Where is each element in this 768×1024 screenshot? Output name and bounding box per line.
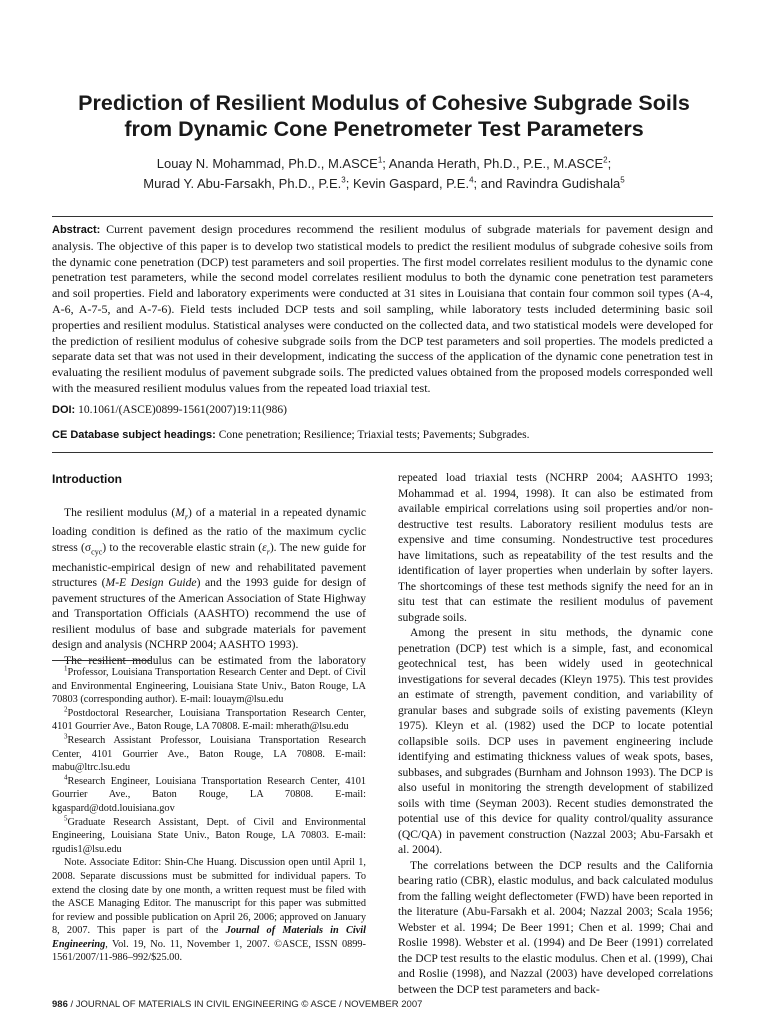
author-line-2: Murad Y. Abu-Farsakh, Ph.D., P.E.$^3$; Kevin Gaspard, P.E.$^4$; and Ravindra Gudishala$^5$ <box>143 175 625 191</box>
footnote-2: $^2$Postdoctoral Researcher, Louisiana Transportation Research Center, 4101 Gourrier Ave., Baton Rouge, LA 70808. E-mail: mherath@lsu.edu <box>52 705 366 733</box>
section-heading-introduction: Introduction <box>52 472 122 486</box>
author-4: Kevin Gaspard, P.E. <box>352 176 470 191</box>
footnote-rule <box>52 660 152 661</box>
author-5: Ravindra Gudishala <box>506 176 621 191</box>
subject-list: Cone penetration; Resilience; Triaxial tests; Pavements; Subgrades. <box>218 429 530 441</box>
right-paragraph-2: Among the present in situ methods, the dynamic cone penetration (DCP) test which is a simple, fast, and economical geotechnical test, has been widely used in geotechnical investigations for several decades (Kleyn 1975). This test provides an estimate of strength, pavement condition, and variability of granular bases and subgrade soils of existing pavements (Kleyn 1975). Kleyn et al. (1982) used the DCP to locate potential collapsible soils. DCP uses in pavement engineering include identifying and estimating thickness values of weak spots, bases, subbases, and subgrades (Burnham and Johnson 1993). The DCP is also useful in monitoring the strength development of stabilized soils with time (Seyman 2003). Recent studies demonstrated the potential use of this device for quality control/quality assurance (QC/QA) in pavement construction (Nazzal 2003; Abu-Farsakh et al. 2004). <box>398 626 713 856</box>
intro-paragraph-2: The resilient modulus can be estimated from the laboratory <box>64 653 366 667</box>
subject-headings <box>52 429 713 441</box>
paper-title <box>40 90 728 142</box>
abstract-bottom-rule <box>52 452 713 453</box>
footnote-3: $^3$Research Assistant Professor, Louisiana Transportation Research Center, 4101 Gourrier Ave., Baton Rouge, LA 70808. E-mail: mabu@ltrc.lsu.edu <box>52 732 366 774</box>
page-footer <box>52 999 422 1010</box>
subject-label: CE Database subject headings: <box>52 429 216 441</box>
right-paragraph-1: repeated load triaxial tests (NCHRP 2004; AASHTO 1993; Mohammad et al. 1994, 1998). It can also be estimated from available empirical correlations using soil properties and/or non-destructive test results. Laboratory resilient modulus tests are expensive and time consuming. Nondestructive test procedures have limitations, such as repeatability of the test results and the identification of layer properties when underlain by softer layers. The shortcomings of these test methods signify the need for an in situ test that can estimate the resilient modulus of pavement subgrade soils. <box>398 471 713 624</box>
author-3: Murad Y. Abu-Farsakh, Ph.D., P.E. <box>143 176 342 191</box>
doi-line <box>52 404 713 416</box>
abstract <box>52 222 713 397</box>
title-line-1: Prediction of Resilient Modulus of Cohesive Subgrade Soils <box>78 91 690 115</box>
footnotes <box>52 666 366 965</box>
abstract-text: Current pavement design procedures recommend the resilient modulus of subgrade materials for pavement design and analysis. The objective of this paper is to develop two statistical models to predict the resilient modulus of subgrade cohesive soils from the dynamic cone penetration (DCP) test parameters and soil properties. The first model correlates resilient modulus to the dynamic cone penetration test parameters, while the second model correlates resilient modulus to both the dynamic cone penetration test parameters and soil properties. Field and laboratory experiments were conducted at 31 sites in Louisiana that contain four common soil types (A-4, A-6, A-7-5, and A-7-6). Field tests included DCP tests and soil sampling, while laboratory tests included determining basic soil properties and resilient modulus. Statistical analyses were conducted on the collected data, and two statistical models were developed for the prediction of resilient modulus of cohesive subgrade soils from the DCP test parameters and soil properties. The models predicted a separate data set that was not used in their development, indicating the success of the application of the dynamic cone penetration test in evaluating the resilient modulus of pavement subgrade soils. The predicted values obtained from the proposed models corresponded well with the measured resilient modulus values from the repeated load triaxial test. <box>52 222 713 395</box>
title-line-2: from Dynamic Cone Penetrometer Test Parameters <box>124 117 644 141</box>
footnote-5: $^5$Graduate Research Assistant, Dept. of Civil and Environmental Engineering, Louisiana State Univ., Baton Rouge, LA 70803. E-mail: rgudis1@lsu.edu <box>52 814 366 855</box>
author-2: Ananda Herath, Ph.D., P.E., M.ASCE <box>388 156 604 171</box>
doi-value[interactable]: 10.1061/(ASCE)0899-1561(2007)19:11(986) <box>78 404 287 416</box>
editorial-note: Note. Associate Editor: Shin-Che Huang. Discussion open until April 1, 2008. Separate discussions must be submitted for individual papers. To extend the closing date by one month, a written request must be filed with the ASCE Managing Editor. The manuscript for this paper was submitted for review and possible publication on April 26, 2006; approved on January 8, 2007. This paper is part of the Journal of Materials in Civil Engineering, Vol. 19, No. 11, November 1, 2007. ©ASCE, ISSN 0899-1561/2007/11-986–992/$25.00. <box>52 857 366 964</box>
intro-paragraph-1: The resilient modulus $(M_r)$ of a material in a repeated dynamic loading condition is defined as the ratio of the maximum cyclic stress $(\sigma_{cyc})$ to the recoverable elastic strain $(\varepsilon_r)$. The new guide for mechanistic-empirical design of new and rehabilitated pavement structures (M-E Design Guide) and the 1993 guide for design of pavement structures of the American Association of State Highway and Transportation Officials (AASHTO) recommend the use of resilient modulus of base and subgrade materials for pavement design and analysis (NCHRP 2004; AASHTO 1993). <box>52 505 366 652</box>
author-1: Louay N. Mohammad, Ph.D., M.ASCE <box>156 156 378 171</box>
right-column <box>398 470 713 997</box>
author-line-1: Louay N. Mohammad, Ph.D., M.ASCE$^1$; Ananda Herath, Ph.D., P.E., M.ASCE$^2$; <box>156 155 612 171</box>
abstract-top-rule <box>52 216 713 217</box>
author-list <box>40 154 728 194</box>
footnote-4: $^4$Research Engineer, Louisiana Transportation Research Center, 4101 Gourrier Ave., Baton Rouge, LA 70808. E-mail: kgaspard@dotd.louisiana.gov <box>52 773 366 814</box>
footnote-1: $^1$Professor, Louisiana Transportation Research Center and Dept. of Civil and Environmental Engineering, Louisiana State Univ., Baton Rouge, LA 70803 (corresponding author). E-mail: louaym@lsu.edu <box>52 664 366 706</box>
abstract-label: Abstract: <box>52 224 101 236</box>
left-column <box>52 472 366 668</box>
doi-label: DOI: <box>52 404 76 416</box>
page-number: 986 <box>52 999 68 1010</box>
right-paragraph-3: The correlations between the DCP results and the California bearing ratio (CBR), elastic modulus, and back calculated modulus from the falling weight deflectometer (FWD) have been reported in the literature (Abu-Farsakh et al. 2004; Nazzal 2003; Scala 1956; Webster et al. 1994; De Beer 1991; Chen et al. 1999; Chai and Roslie 1998). Webster et al. (1994) and De Beer (1991) correlated the DCP test results to the elastic modulus. Chen et al. (1999), Chai and Roslie (1998), and Nazzal (2003) have developed correlations between the DCP test parameters and back- <box>398 858 713 996</box>
journal-footer: / JOURNAL OF MATERIALS IN CIVIL ENGINEERING © ASCE / NOVEMBER 2007 <box>67 999 423 1010</box>
